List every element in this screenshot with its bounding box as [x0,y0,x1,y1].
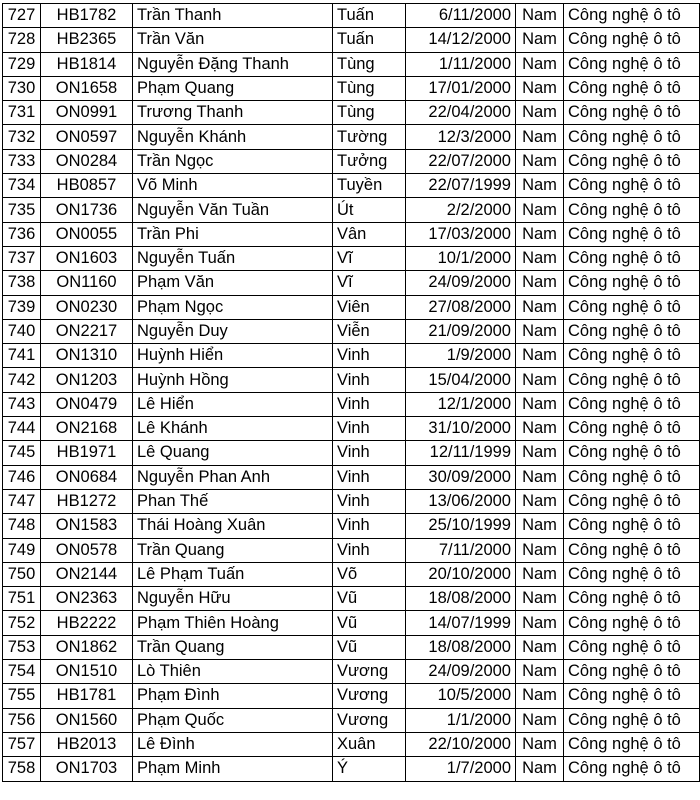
last-name-cell: Lê Đình [133,732,333,756]
gender-cell: Nam [516,562,564,586]
table-row [3,295,700,319]
row-number-cell: 731 [3,101,41,125]
major-cell: Công nghệ ô tô [564,611,700,635]
gender-cell: Nam [516,76,564,100]
last-name-cell: Lò Thiên [133,660,333,684]
row-number-cell: 757 [3,732,41,756]
first-name-cell: Tuấn [333,28,406,52]
first-name-cell: Vân [333,222,406,246]
student-code-cell: HB1781 [41,684,133,708]
major-cell: Công nghệ ô tô [564,538,700,562]
student-code-cell: ON1560 [41,708,133,732]
birth-date-cell: 14/07/1999 [406,611,516,635]
last-name-cell: Phạm Quang [133,76,333,100]
student-code-cell: ON0578 [41,538,133,562]
student-code-cell: ON0055 [41,222,133,246]
last-name-cell: Nguyễn Khánh [133,125,333,149]
table-row [3,635,700,659]
gender-cell: Nam [516,4,564,28]
row-number-cell: 741 [3,344,41,368]
birth-date-cell: 7/11/2000 [406,538,516,562]
gender-cell: Nam [516,514,564,538]
student-code-cell: HB1782 [41,4,133,28]
first-name-cell: Vinh [333,489,406,513]
gender-cell: Nam [516,660,564,684]
major-cell: Công nghệ ô tô [564,757,700,781]
table-row [3,125,700,149]
last-name-cell: Phạm Quốc [133,708,333,732]
last-name-cell: Phạm Đình [133,684,333,708]
student-code-cell: HB1971 [41,441,133,465]
row-number-cell: 728 [3,28,41,52]
student-code-cell: ON0991 [41,101,133,125]
first-name-cell: Vương [333,660,406,684]
row-number-cell: 743 [3,392,41,416]
birth-date-cell: 22/04/2000 [406,101,516,125]
major-cell: Công nghệ ô tô [564,149,700,173]
student-code-cell: HB2365 [41,28,133,52]
gender-cell: Nam [516,198,564,222]
birth-date-cell: 22/07/2000 [406,149,516,173]
table-row [3,514,700,538]
table-row [3,246,700,270]
gender-cell: Nam [516,149,564,173]
table-row [3,441,700,465]
row-number-cell: 749 [3,538,41,562]
student-code-cell: ON1160 [41,271,133,295]
major-cell: Công nghệ ô tô [564,4,700,28]
birth-date-cell: 20/10/2000 [406,562,516,586]
student-code-cell: ON0230 [41,295,133,319]
table-row [3,465,700,489]
major-cell: Công nghệ ô tô [564,562,700,586]
table-row [3,708,700,732]
row-number-cell: 753 [3,635,41,659]
gender-cell: Nam [516,222,564,246]
major-cell: Công nghệ ô tô [564,441,700,465]
table-row [3,611,700,635]
gender-cell: Nam [516,101,564,125]
student-code-cell: ON1203 [41,368,133,392]
student-code-cell: ON2168 [41,417,133,441]
last-name-cell: Võ Minh [133,174,333,198]
birth-date-cell: 14/12/2000 [406,28,516,52]
birth-date-cell: 31/10/2000 [406,417,516,441]
row-number-cell: 735 [3,198,41,222]
row-number-cell: 750 [3,562,41,586]
table-row [3,757,700,781]
last-name-cell: Trương Thanh [133,101,333,125]
student-code-cell: ON2144 [41,562,133,586]
birth-date-cell: 30/09/2000 [406,465,516,489]
first-name-cell: Vinh [333,441,406,465]
table-row [3,271,700,295]
table-row [3,101,700,125]
first-name-cell: Vũ [333,611,406,635]
birth-date-cell: 12/11/1999 [406,441,516,465]
student-code-cell: ON1603 [41,246,133,270]
student-code-cell: ON1583 [41,514,133,538]
first-name-cell: Tùng [333,101,406,125]
gender-cell: Nam [516,125,564,149]
last-name-cell: Phạm Ngọc [133,295,333,319]
birth-date-cell: 12/3/2000 [406,125,516,149]
gender-cell: Nam [516,271,564,295]
row-number-cell: 740 [3,319,41,343]
birth-date-cell: 17/03/2000 [406,222,516,246]
first-name-cell: Vĩ [333,246,406,270]
gender-cell: Nam [516,757,564,781]
first-name-cell: Vinh [333,344,406,368]
row-number-cell: 732 [3,125,41,149]
last-name-cell: Trần Phi [133,222,333,246]
first-name-cell: Tùng [333,52,406,76]
row-number-cell: 738 [3,271,41,295]
last-name-cell: Huỳnh Hồng [133,368,333,392]
table-row [3,4,700,28]
last-name-cell: Thái Hoàng Xuân [133,514,333,538]
major-cell: Công nghệ ô tô [564,246,700,270]
student-code-cell: HB2013 [41,732,133,756]
birth-date-cell: 17/01/2000 [406,76,516,100]
birth-date-cell: 24/09/2000 [406,271,516,295]
student-code-cell: ON1310 [41,344,133,368]
first-name-cell: Xuân [333,732,406,756]
first-name-cell: Ý [333,757,406,781]
row-number-cell: 742 [3,368,41,392]
gender-cell: Nam [516,319,564,343]
major-cell: Công nghệ ô tô [564,76,700,100]
last-name-cell: Nguyễn Tuấn [133,246,333,270]
first-name-cell: Tưởng [333,149,406,173]
major-cell: Công nghệ ô tô [564,198,700,222]
table-row [3,538,700,562]
last-name-cell: Trần Ngọc [133,149,333,173]
row-number-cell: 748 [3,514,41,538]
last-name-cell: Nguyễn Hữu [133,587,333,611]
major-cell: Công nghệ ô tô [564,708,700,732]
student-code-cell: HB0857 [41,174,133,198]
last-name-cell: Lê Phạm Tuấn [133,562,333,586]
major-cell: Công nghệ ô tô [564,587,700,611]
first-name-cell: Viễn [333,319,406,343]
major-cell: Công nghệ ô tô [564,417,700,441]
gender-cell: Nam [516,441,564,465]
birth-date-cell: 1/9/2000 [406,344,516,368]
table-row [3,52,700,76]
birth-date-cell: 15/04/2000 [406,368,516,392]
row-number-cell: 727 [3,4,41,28]
row-number-cell: 747 [3,489,41,513]
gender-cell: Nam [516,174,564,198]
student-code-cell: ON0684 [41,465,133,489]
major-cell: Công nghệ ô tô [564,125,700,149]
student-code-cell: ON1510 [41,660,133,684]
major-cell: Công nghệ ô tô [564,489,700,513]
first-name-cell: Vĩ [333,271,406,295]
student-code-cell: ON1658 [41,76,133,100]
first-name-cell: Vinh [333,392,406,416]
row-number-cell: 729 [3,52,41,76]
row-number-cell: 745 [3,441,41,465]
last-name-cell: Trần Văn [133,28,333,52]
first-name-cell: Võ [333,562,406,586]
major-cell: Công nghệ ô tô [564,271,700,295]
major-cell: Công nghệ ô tô [564,319,700,343]
table-row [3,732,700,756]
gender-cell: Nam [516,28,564,52]
student-code-cell: ON0597 [41,125,133,149]
birth-date-cell: 24/09/2000 [406,660,516,684]
gender-cell: Nam [516,344,564,368]
student-code-cell: HB1272 [41,489,133,513]
gender-cell: Nam [516,465,564,489]
table-row [3,344,700,368]
gender-cell: Nam [516,295,564,319]
birth-date-cell: 10/1/2000 [406,246,516,270]
major-cell: Công nghệ ô tô [564,660,700,684]
last-name-cell: Trần Quang [133,635,333,659]
birth-date-cell: 6/11/2000 [406,4,516,28]
row-number-cell: 758 [3,757,41,781]
table-row [3,417,700,441]
last-name-cell: Lê Quang [133,441,333,465]
first-name-cell: Vương [333,708,406,732]
last-name-cell: Lê Hiển [133,392,333,416]
gender-cell: Nam [516,392,564,416]
gender-cell: Nam [516,52,564,76]
student-code-cell: ON1703 [41,757,133,781]
gender-cell: Nam [516,684,564,708]
table-row [3,28,700,52]
table-row [3,76,700,100]
birth-date-cell: 25/10/1999 [406,514,516,538]
gender-cell: Nam [516,538,564,562]
birth-date-cell: 10/5/2000 [406,684,516,708]
major-cell: Công nghệ ô tô [564,368,700,392]
major-cell: Công nghệ ô tô [564,465,700,489]
gender-cell: Nam [516,587,564,611]
row-number-cell: 736 [3,222,41,246]
last-name-cell: Trần Quang [133,538,333,562]
major-cell: Công nghệ ô tô [564,635,700,659]
student-table-body [3,4,700,782]
major-cell: Công nghệ ô tô [564,344,700,368]
last-name-cell: Nguyễn Phan Anh [133,465,333,489]
table-row [3,660,700,684]
row-number-cell: 744 [3,417,41,441]
birth-date-cell: 1/11/2000 [406,52,516,76]
major-cell: Công nghệ ô tô [564,295,700,319]
table-row [3,587,700,611]
major-cell: Công nghệ ô tô [564,28,700,52]
major-cell: Công nghệ ô tô [564,222,700,246]
gender-cell: Nam [516,246,564,270]
birth-date-cell: 13/06/2000 [406,489,516,513]
row-number-cell: 730 [3,76,41,100]
last-name-cell: Lê Khánh [133,417,333,441]
first-name-cell: Tường [333,125,406,149]
gender-cell: Nam [516,417,564,441]
student-code-cell: HB2222 [41,611,133,635]
last-name-cell: Nguyễn Đặng Thanh [133,52,333,76]
student-table [2,3,700,782]
row-number-cell: 746 [3,465,41,489]
major-cell: Công nghệ ô tô [564,174,700,198]
birth-date-cell: 1/1/2000 [406,708,516,732]
gender-cell: Nam [516,732,564,756]
student-code-cell: ON2363 [41,587,133,611]
last-name-cell: Nguyễn Duy [133,319,333,343]
student-code-cell: ON1862 [41,635,133,659]
first-name-cell: Tuyền [333,174,406,198]
first-name-cell: Vũ [333,587,406,611]
row-number-cell: 751 [3,587,41,611]
table-row [3,684,700,708]
row-number-cell: 734 [3,174,41,198]
gender-cell: Nam [516,708,564,732]
last-name-cell: Phạm Thiên Hoàng [133,611,333,635]
table-row [3,368,700,392]
table-row [3,174,700,198]
first-name-cell: Vũ [333,635,406,659]
major-cell: Công nghệ ô tô [564,52,700,76]
row-number-cell: 739 [3,295,41,319]
row-number-cell: 752 [3,611,41,635]
gender-cell: Nam [516,635,564,659]
table-row [3,489,700,513]
first-name-cell: Vinh [333,417,406,441]
first-name-cell: Vinh [333,465,406,489]
major-cell: Công nghệ ô tô [564,514,700,538]
birth-date-cell: 22/07/1999 [406,174,516,198]
first-name-cell: Vinh [333,368,406,392]
first-name-cell: Vinh [333,538,406,562]
gender-cell: Nam [516,368,564,392]
birth-date-cell: 18/08/2000 [406,635,516,659]
row-number-cell: 733 [3,149,41,173]
first-name-cell: Vinh [333,514,406,538]
birth-date-cell: 27/08/2000 [406,295,516,319]
student-code-cell: ON0284 [41,149,133,173]
last-name-cell: Nguyễn Văn Tuần [133,198,333,222]
table-row [3,149,700,173]
student-code-cell: ON2217 [41,319,133,343]
birth-date-cell: 1/7/2000 [406,757,516,781]
birth-date-cell: 12/1/2000 [406,392,516,416]
first-name-cell: Tùng [333,76,406,100]
student-code-cell: HB1814 [41,52,133,76]
first-name-cell: Vương [333,684,406,708]
major-cell: Công nghệ ô tô [564,732,700,756]
last-name-cell: Phan Thế [133,489,333,513]
birth-date-cell: 22/10/2000 [406,732,516,756]
last-name-cell: Phạm Minh [133,757,333,781]
birth-date-cell: 21/09/2000 [406,319,516,343]
student-code-cell: ON0479 [41,392,133,416]
row-number-cell: 755 [3,684,41,708]
table-row [3,198,700,222]
table-row [3,562,700,586]
major-cell: Công nghệ ô tô [564,684,700,708]
row-number-cell: 754 [3,660,41,684]
last-name-cell: Phạm Văn [133,271,333,295]
table-row [3,222,700,246]
last-name-cell: Huỳnh Hiển [133,344,333,368]
table-row [3,392,700,416]
first-name-cell: Tuấn [333,4,406,28]
row-number-cell: 737 [3,246,41,270]
last-name-cell: Trần Thanh [133,4,333,28]
first-name-cell: Út [333,198,406,222]
table-row [3,319,700,343]
row-number-cell: 756 [3,708,41,732]
student-code-cell: ON1736 [41,198,133,222]
first-name-cell: Viên [333,295,406,319]
gender-cell: Nam [516,489,564,513]
birth-date-cell: 18/08/2000 [406,587,516,611]
major-cell: Công nghệ ô tô [564,101,700,125]
major-cell: Công nghệ ô tô [564,392,700,416]
gender-cell: Nam [516,611,564,635]
birth-date-cell: 2/2/2000 [406,198,516,222]
